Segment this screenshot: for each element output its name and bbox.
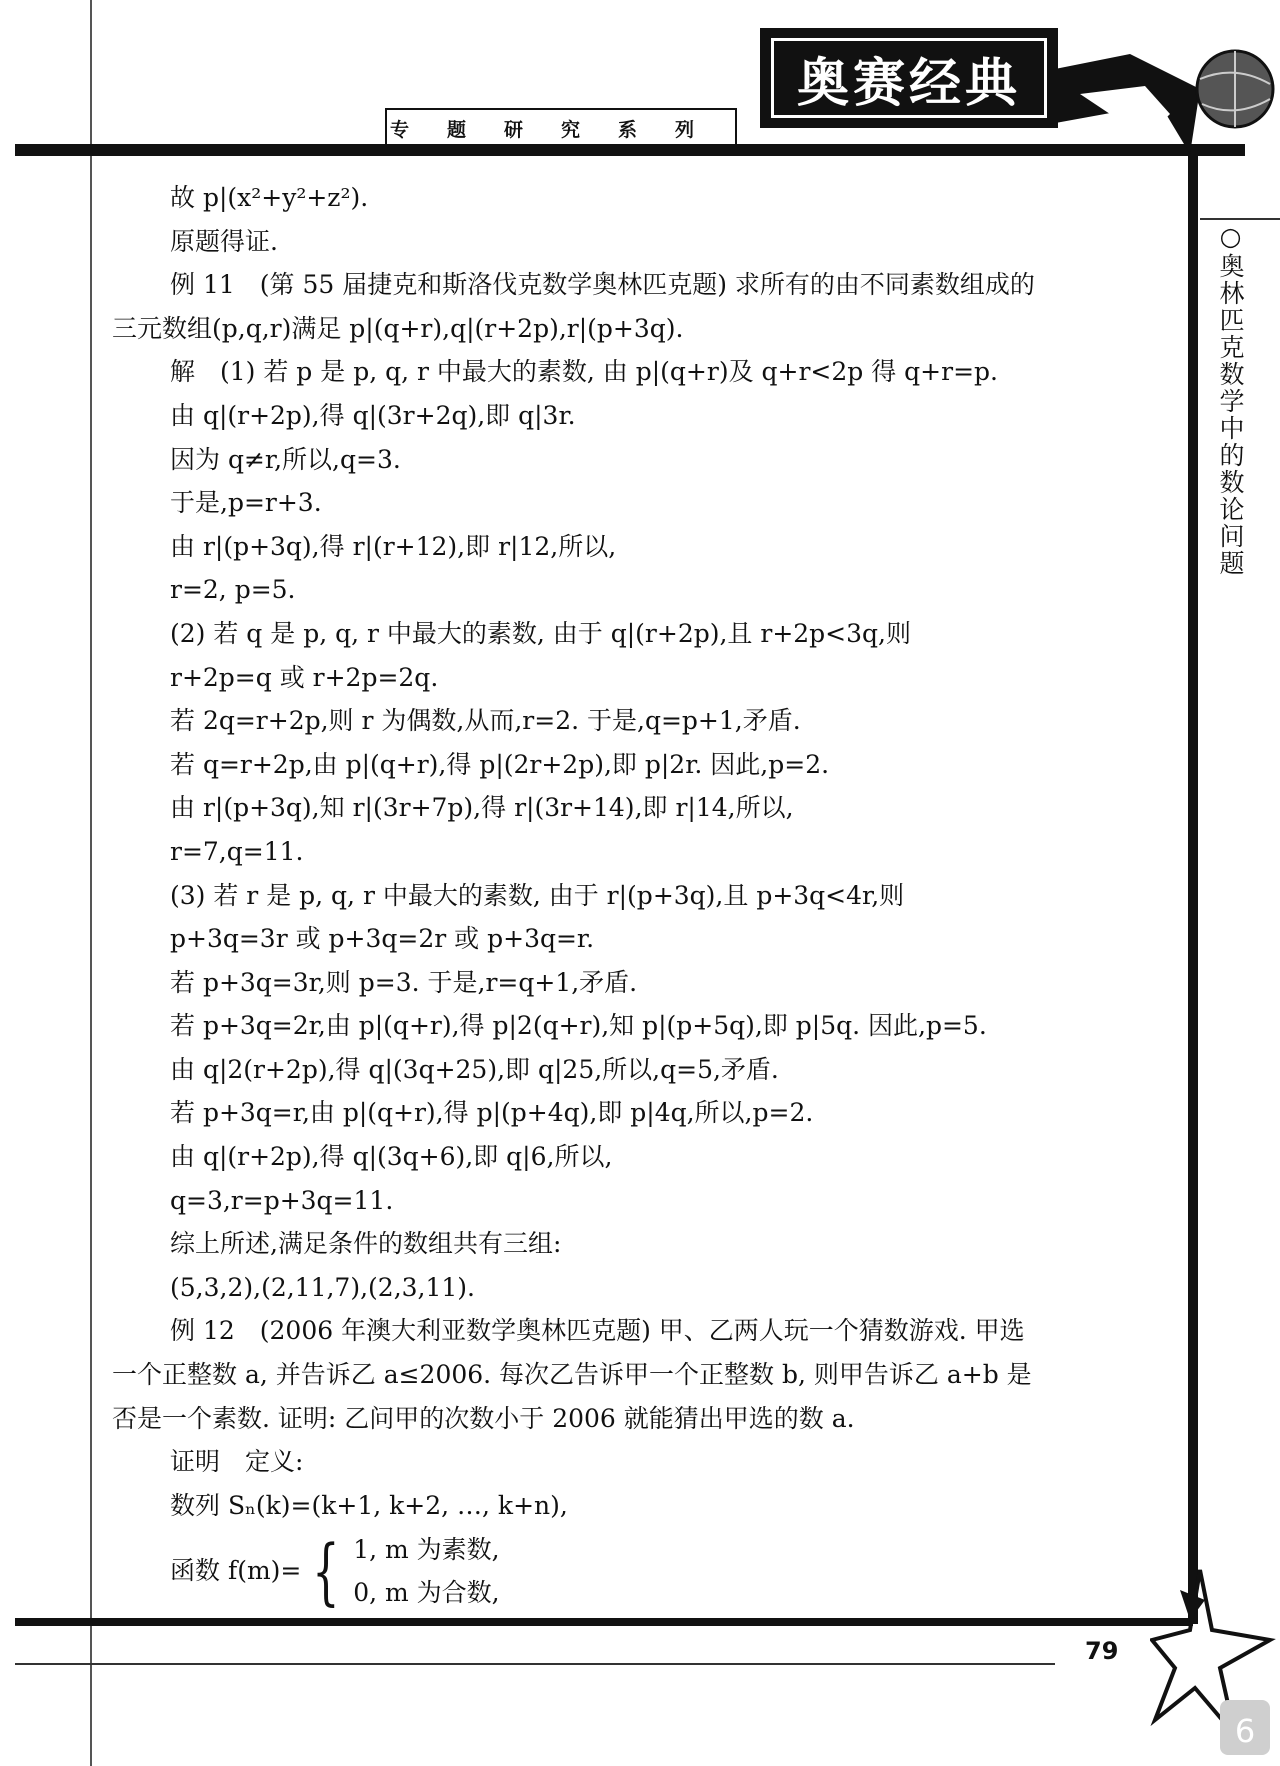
series-label: 专题研究系列	[385, 108, 737, 146]
text-line: 由 r|(p+3q),知 r|(3r+7p),得 r|(3r+14),即 r|14,所以,	[170, 793, 794, 823]
text-line: 原题得证.	[170, 226, 278, 256]
brand-logo	[760, 28, 1058, 128]
text-line: 综上所述,满足条件的数组共有三组:	[170, 1229, 562, 1259]
brand-title: 奥赛经典	[771, 38, 1047, 118]
text-line: 数列 Sₙ(k)=(k+1, k+2, …, k+n),	[170, 1490, 568, 1520]
right-frame-bar	[1188, 156, 1198, 1624]
text-line: r=2, p=5.	[170, 575, 296, 605]
athlete-illustration	[1050, 34, 1275, 174]
text-line: 由 q|(r+2p),得 q|(3q+6),即 q|6,所以,	[170, 1142, 613, 1172]
left-brace-icon: {	[312, 1528, 341, 1613]
page-body	[112, 176, 1174, 1614]
svg-text:6: 6	[1234, 1712, 1256, 1750]
text-line: 由 q|2(r+2p),得 q|(3q+25),即 q|25,所以,q=5,矛盾.	[170, 1054, 779, 1084]
proof-heading: 证明 定义:	[170, 1447, 304, 1477]
text-line: (3) 若 r 是 p, q, r 中最大的素数, 由于 r|(p+3q),且 p+3q<4r,则	[170, 880, 905, 910]
example-heading: 例 11 (第 55 届捷克和斯洛伐克数学奥林匹克题) 求所有的由不同素数组成的	[170, 270, 1035, 300]
example-heading: 例 12 (2006 年澳大利亚数学奥林匹克题) 甲、乙两人玩一个猜数游戏. 甲选	[170, 1316, 1025, 1346]
side-title-rule	[1200, 218, 1280, 220]
text-line: 若 2q=r+2p,则 r 为偶数,从而,r=2. 于是,q=p+1,矛盾.	[170, 706, 801, 736]
footer-rule	[15, 1663, 1055, 1665]
text-line: (2) 若 q 是 p, q, r 中最大的素数, 由于 q|(r+2p),且 r+2p<3q,则	[170, 618, 911, 648]
page-number: 79	[1085, 1637, 1119, 1665]
text-line: p+3q=3r 或 p+3q=2r 或 p+3q=r.	[170, 924, 595, 954]
function-case: 1, m 为素数,	[353, 1534, 500, 1564]
text-line: 否是一个素数. 证明: 乙问甲的次数小于 2006 就能猜出甲选的数 a.	[112, 1403, 855, 1433]
text-line: 若 p+3q=2r,由 p|(q+r),得 p|2(q+r),知 p|(p+5q),即 p|5q. 因此,p=5.	[170, 1011, 987, 1041]
text-line: 由 r|(p+3q),得 r|(r+12),即 r|12,所以,	[170, 531, 617, 561]
function-case: 0, m 为合数,	[353, 1577, 500, 1607]
star-decoration-icon	[1150, 1560, 1280, 1760]
text-line: 故 p|(x²+y²+z²).	[170, 183, 369, 212]
side-chapter-title: ○奥林匹克数学中的数论问题	[1216, 222, 1245, 577]
text-line: 若 p+3q=3r,则 p=3. 于是,r=q+1,矛盾.	[170, 967, 638, 997]
footer-bar	[15, 1618, 1193, 1626]
text-line: 因为 q≠r,所以,q=3.	[170, 444, 401, 474]
function-lead: 函数 f(m)=	[170, 1556, 302, 1586]
text-line: 三元数组(p,q,r)满足 p|(q+r),q|(r+2p),r|(p+3q).	[112, 313, 684, 343]
piecewise-function	[112, 1527, 1174, 1614]
text-line: 一个正整数 a, 并告诉乙 a≤2006. 每次乙告诉甲一个正整数 b, 则甲告诉乙 a+b 是	[112, 1360, 1032, 1390]
solution-line: 解 (1) 若 p 是 p, q, r 中最大的素数, 由 p|(q+r)及 q+r<2p 得 q+r=p.	[170, 357, 998, 387]
text-line: 由 q|(r+2p),得 q|(3r+2q),即 q|3r.	[170, 400, 576, 430]
text-line: 若 p+3q=r,由 p|(q+r),得 p|(p+4q),即 p|4q,所以,p=2.	[170, 1098, 814, 1128]
text-line: q=3,r=p+3q=11.	[170, 1185, 394, 1215]
function-cases	[353, 1528, 499, 1614]
text-line: r+2p=q 或 r+2p=2q.	[170, 662, 439, 692]
text-line: (5,3,2),(2,11,7),(2,3,11).	[170, 1272, 476, 1302]
text-line: r=7,q=11.	[170, 836, 304, 866]
text-line: 若 q=r+2p,由 p|(q+r),得 p|(2r+2p),即 p|2r. 因此,p=2.	[170, 749, 830, 779]
text-line: 于是,p=r+3.	[170, 488, 322, 518]
left-margin-rule	[90, 0, 92, 1766]
